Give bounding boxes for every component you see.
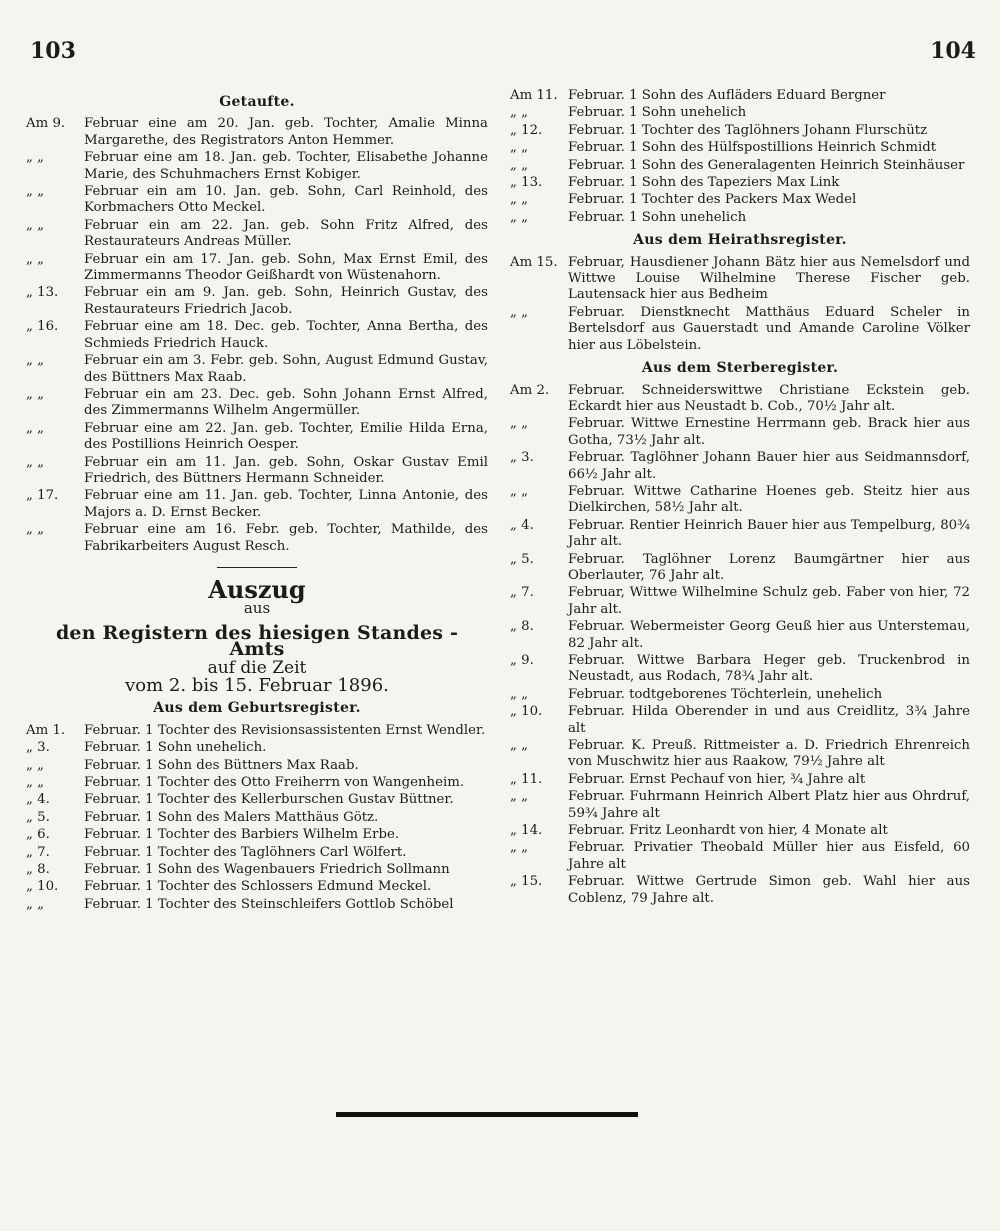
register-entry bbox=[26, 810, 488, 826]
entry-date: „ 16. bbox=[26, 319, 59, 335]
entry-date: „ 5. bbox=[510, 551, 534, 567]
entry-text: Februar. 1 Sohn des Wagenbauers Friedrich Sollmann bbox=[84, 862, 450, 878]
entry-text: Februar, Wittwe Wilhelmine Schulz geb. Faber von hier, 72 Jahr alt. bbox=[568, 585, 970, 617]
register-entry bbox=[26, 775, 488, 791]
entry-date: „ „ bbox=[26, 454, 45, 470]
baptisms-heading: Getaufte. bbox=[219, 94, 295, 110]
entry-date: „ „ bbox=[26, 217, 45, 233]
register-entry bbox=[26, 897, 488, 913]
entry-text: Februar eine am 20. Jan. geb. Tochter, Amalie Minna Margarethe, des Registrators Anton Hemmer. bbox=[84, 116, 488, 148]
entry-text: Februar ein am 22. Jan. geb. Sohn Fritz Alfred, des Restaurateurs Andreas Müller. bbox=[84, 217, 488, 250]
register-entry bbox=[510, 383, 970, 416]
register-entry bbox=[510, 619, 970, 652]
entry-date: „ 12. bbox=[510, 122, 543, 138]
entry-text: Februar. Schneiderswittwe Christiane Eckstein geb. Eckardt hier aus Neustadt b. Cob., 70½ Jahr alt. bbox=[568, 382, 970, 414]
entry-date: „ 4. bbox=[510, 517, 534, 533]
entry-date: „ „ bbox=[26, 896, 45, 912]
page-number-right: 104 bbox=[930, 38, 976, 64]
entry-date: „ 13. bbox=[510, 175, 543, 191]
entry-text: Februar ein am 23. Dec. geb. Sohn Johann Ernst Alfred, des Zimmermanns Wilhelm Angermüller. bbox=[84, 386, 488, 419]
register-entry bbox=[26, 879, 488, 895]
register-entry bbox=[26, 862, 488, 878]
entry-text: Februar. 1 Tochter des Kellerburschen Gustav Büttner. bbox=[84, 792, 454, 808]
register-entry bbox=[510, 450, 970, 483]
entry-date: „ „ bbox=[510, 105, 529, 121]
entry-text: Februar. Wittwe Ernestine Herrmann geb. Brack hier aus Gotha, 73½ Jahr alt. bbox=[568, 416, 970, 448]
marriage-register-list bbox=[510, 255, 970, 354]
register-entry bbox=[26, 252, 488, 285]
marriage-register-heading: Aus dem Heirathsregister. bbox=[633, 232, 847, 249]
entry-text: Februar ein am 10. Jan. geb. Sohn, Carl Reinhold, des Korbmachers Otto Meckel. bbox=[84, 184, 488, 216]
entry-date: „ 10. bbox=[510, 704, 543, 720]
entry-text: Februar. 1 Tochter des Steinschleifers Gottlob Schöbel bbox=[84, 896, 454, 912]
register-entry bbox=[510, 687, 970, 703]
register-entry bbox=[26, 387, 488, 420]
entry-text: Februar. 1 Tochter des Schlossers Edmund Meckel. bbox=[84, 879, 432, 895]
entry-date: „ „ bbox=[510, 483, 529, 499]
entry-text: Februar. Wittwe Barbara Heger geb. Truckenbrod in Neustadt, aus Rodach, 78¾ Jahr alt. bbox=[568, 653, 970, 685]
register-entry bbox=[26, 421, 488, 454]
entry-text: Februar ein am 3. Febr. geb. Sohn, August Edmund Gustav, des Büttners Max Raab. bbox=[84, 353, 488, 385]
entry-date: „ 17. bbox=[26, 488, 59, 504]
entry-date: „ „ bbox=[510, 416, 529, 432]
entry-text: Februar. Fritz Leonhardt von hier, 4 Monate alt bbox=[568, 823, 888, 839]
register-entry bbox=[26, 758, 488, 774]
entry-date: „ „ bbox=[510, 209, 529, 225]
entry-date: Am 9. bbox=[26, 116, 66, 132]
entry-date: „ 6. bbox=[26, 827, 50, 843]
entry-date: „ 5. bbox=[26, 809, 50, 825]
birth-register-list-left bbox=[26, 723, 488, 913]
entry-date: „ 14. bbox=[510, 823, 543, 839]
entry-date: „ „ bbox=[510, 840, 529, 856]
entry-date: „ „ bbox=[26, 353, 45, 369]
baptisms-list bbox=[26, 116, 488, 555]
entry-text: Februar ein am 9. Jan. geb. Sohn, Heinrich Gustav, des Restaurateurs Friedrich Jacob. bbox=[84, 285, 488, 317]
register-entry bbox=[510, 552, 970, 585]
register-entry bbox=[510, 158, 970, 174]
entry-text: Februar. Taglöhner Johann Bauer hier aus Seidmannsdorf, 66½ Jahr alt. bbox=[568, 450, 970, 482]
extract-title-dates: vom 2. bis 15. Februar 1896. bbox=[125, 675, 389, 696]
entry-text: Februar eine am 16. Febr. geb. Tochter, Mathilde, des Fabrikarbeiters August Resch. bbox=[84, 522, 488, 554]
entry-date: „ 8. bbox=[510, 619, 534, 635]
entry-text: Februar. 1 Sohn des Malers Matthäus Götz. bbox=[84, 809, 379, 825]
entry-date: „ „ bbox=[26, 184, 45, 200]
register-entry bbox=[26, 184, 488, 217]
register-entry bbox=[510, 653, 970, 686]
entry-text: Februar ein am 11. Jan. geb. Sohn, Oskar Gustav Emil Friedrich, des Büttners Hermann Schneider. bbox=[84, 454, 488, 486]
page-number-left: 103 bbox=[30, 38, 76, 64]
entry-date: „ 9. bbox=[510, 653, 534, 668]
entry-date: „ 4. bbox=[26, 792, 50, 808]
entry-date: Am 1. bbox=[26, 722, 66, 738]
entry-date: „ „ bbox=[510, 738, 529, 754]
entry-date: „ „ bbox=[26, 522, 45, 538]
entry-text: Februar. Wittwe Gertrude Simon geb. Wahl hier aus Coblenz, 79 Jahre alt. bbox=[568, 874, 970, 906]
register-entry bbox=[26, 740, 488, 756]
entry-text: Februar. Webermeister Georg Geuß hier aus Unterstemau, 82 Jahr alt. bbox=[568, 619, 970, 651]
entry-text: Februar. Privatier Theobald Müller hier aus Eisfeld, 60 Jahre alt bbox=[568, 840, 970, 872]
bottom-rule bbox=[336, 1112, 638, 1117]
entry-date: Am 2. bbox=[510, 382, 550, 398]
entry-date: „ 8. bbox=[26, 862, 50, 878]
entry-text: Februar eine am 18. Jan. geb. Tochter, Elisabethe Johanne Marie, des Schuhmachers Ernst Kobiger. bbox=[84, 150, 488, 182]
entry-text: Februar. 1 Sohn des Generalagenten Heinrich Steinhäuser bbox=[568, 157, 965, 173]
entry-text: Februar. K. Preuß. Rittmeister a. D. Friedrich Ehrenreich von Muschwitz hier aus Raakow, 79½ Jahre alt bbox=[568, 738, 970, 770]
entry-date: Am 11. bbox=[510, 88, 558, 103]
register-entry bbox=[510, 416, 970, 449]
register-entry bbox=[26, 845, 488, 861]
register-entry bbox=[510, 255, 970, 304]
entry-text: Februar. Hilda Oberender in und aus Creidlitz, 3¾ Jahre alt bbox=[568, 704, 970, 736]
entry-text: Februar. Taglöhner Lorenz Baumgärtner hier aus Oberlauter, 76 Jahr alt. bbox=[568, 551, 970, 583]
register-entry bbox=[26, 455, 488, 488]
register-entry bbox=[510, 518, 970, 551]
register-entry bbox=[26, 827, 488, 843]
entry-date: „ 7. bbox=[510, 585, 534, 601]
register-entry bbox=[510, 840, 970, 873]
register-entry bbox=[26, 150, 488, 183]
death-register-heading: Aus dem Sterberegister. bbox=[641, 360, 839, 377]
entry-text: Februar. 1 Sohn des Hülfspostillions Heinrich Schmidt bbox=[568, 140, 937, 156]
register-entry bbox=[510, 704, 970, 737]
entry-text: Februar. 1 Tochter des Revisionsassistenten Ernst Wendler. bbox=[84, 722, 486, 738]
section-divider bbox=[217, 567, 297, 568]
register-entry bbox=[510, 738, 970, 771]
birth-register-heading: Aus dem Geburtsregister. bbox=[153, 700, 361, 717]
entry-text: Februar. 1 Sohn des Aufläders Eduard Bergner bbox=[568, 88, 886, 103]
entry-text: Februar. 1 Tochter des Otto Freiherrn von Wangenheim. bbox=[84, 775, 465, 791]
register-entry bbox=[26, 353, 488, 386]
extract-title-registers: den Registern des hiesigen Standes - Amts bbox=[55, 621, 459, 661]
entry-text: Februar. 1 Tochter des Taglöhners Carl Wölfert. bbox=[84, 844, 407, 860]
register-entry bbox=[510, 123, 970, 139]
entry-date: „ „ bbox=[510, 304, 529, 320]
entry-text: Februar. Dienstknecht Matthäus Eduard Scheler in Bertelsdorf aus Gauerstadt und Amande Caroline Völker hier aus Löbelstein. bbox=[568, 304, 970, 353]
entry-text: Februar. 1 Sohn unehelich. bbox=[84, 740, 267, 756]
entry-text: Februar. 1 Sohn unehelich bbox=[568, 209, 747, 225]
entry-text: Februar. todtgeborenes Töchterlein, unehelich bbox=[568, 686, 883, 702]
register-entry bbox=[510, 105, 970, 121]
entry-text: Februar ein am 17. Jan. geb. Sohn, Max Ernst Emil, des Zimmermanns Theodor Geißhardt von Wüstenahorn. bbox=[84, 251, 488, 284]
register-entry bbox=[510, 305, 970, 354]
register-entry bbox=[510, 585, 970, 618]
register-entry bbox=[510, 210, 970, 226]
entry-text: Februar, Hausdiener Johann Bätz hier aus Nemelsdorf und Wittwe Louise Wilhelmine Therese Fischer geb. Lautensack hier aus Bedheim bbox=[568, 254, 970, 303]
register-entry bbox=[510, 874, 970, 907]
entry-text: Februar eine am 18. Dec. geb. Tochter, Anna Bertha, des Schmieds Friedrich Hauck. bbox=[84, 319, 488, 351]
extract-title-period: auf die Zeit bbox=[207, 657, 307, 678]
entry-date: „ „ bbox=[510, 140, 529, 156]
entry-date: „ „ bbox=[26, 386, 45, 402]
register-entry bbox=[510, 88, 970, 104]
register-entry bbox=[510, 484, 970, 517]
entry-date: „ 3. bbox=[26, 740, 50, 756]
right-column bbox=[510, 88, 970, 908]
register-entry bbox=[510, 772, 970, 788]
entry-date: „ 3. bbox=[510, 450, 534, 466]
entry-date: „ „ bbox=[26, 757, 45, 773]
entry-date: „ 10. bbox=[26, 879, 59, 895]
extract-title: Auszug bbox=[208, 574, 306, 604]
entry-date: „ „ bbox=[510, 789, 529, 805]
entry-date: „ „ bbox=[510, 157, 529, 173]
entry-text: Februar. 1 Sohn des Tapeziers Max Link bbox=[568, 175, 840, 191]
entry-date: „ „ bbox=[26, 420, 45, 436]
entry-date: „ „ bbox=[510, 192, 529, 208]
entry-text: Februar. 1 Tochter des Barbiers Wilhelm Erbe. bbox=[84, 827, 400, 843]
register-entry bbox=[26, 285, 488, 318]
entry-text: Februar. 1 Sohn unehelich bbox=[568, 105, 747, 121]
register-entry bbox=[26, 792, 488, 808]
left-column bbox=[26, 88, 488, 914]
register-entry bbox=[510, 175, 970, 191]
register-entry bbox=[510, 192, 970, 208]
register-entry bbox=[510, 140, 970, 156]
entry-text: Februar. Rentier Heinrich Bauer hier aus Tempelburg, 80¾ Jahr alt. bbox=[568, 517, 970, 550]
entry-text: Februar. Ernst Pechauf von hier, ¾ Jahre alt bbox=[568, 771, 866, 787]
entry-date: „ 7. bbox=[26, 844, 50, 860]
register-entry bbox=[510, 789, 970, 822]
entry-date: „ „ bbox=[510, 686, 529, 702]
register-entry bbox=[26, 488, 488, 521]
entry-date: „ „ bbox=[26, 251, 45, 267]
entry-text: Februar. 1 Tochter des Taglöhners Johann Flurschütz bbox=[568, 122, 928, 138]
register-entry bbox=[26, 723, 488, 739]
register-entry bbox=[26, 116, 488, 149]
entry-text: Februar. 1 Tochter des Packers Max Wedel bbox=[568, 192, 857, 208]
entry-text: Februar. Fuhrmann Heinrich Albert Platz hier aus Ohrdruf, 59¾ Jahre alt bbox=[568, 789, 970, 821]
birth-register-list-right bbox=[510, 88, 970, 226]
death-register-list bbox=[510, 383, 970, 908]
extract-title-aus: aus bbox=[243, 599, 271, 618]
entry-text: Februar. 1 Sohn des Büttners Max Raab. bbox=[84, 757, 359, 773]
entry-text: Februar. Wittwe Catharine Hoenes geb. Steitz hier aus Dielkirchen, 58½ Jahr alt. bbox=[568, 483, 970, 516]
entry-date: „ 11. bbox=[510, 771, 543, 787]
entry-date: „ 13. bbox=[26, 285, 59, 301]
register-entry bbox=[26, 522, 488, 555]
entry-text: Februar eine am 22. Jan. geb. Tochter, Emilie Hilda Erna, des Postillions Heinrich Oesper. bbox=[84, 420, 488, 453]
register-entry bbox=[26, 319, 488, 352]
entry-date: Am 15. bbox=[510, 254, 558, 270]
entry-date: „ 15. bbox=[510, 874, 543, 890]
register-entry bbox=[510, 823, 970, 839]
entry-text: Februar eine am 11. Jan. geb. Tochter, Linna Antonie, des Majors a. D. Ernst Becker. bbox=[84, 488, 488, 520]
register-entry bbox=[26, 218, 488, 251]
entry-date: „ „ bbox=[26, 775, 45, 791]
entry-date: „ „ bbox=[26, 150, 45, 166]
